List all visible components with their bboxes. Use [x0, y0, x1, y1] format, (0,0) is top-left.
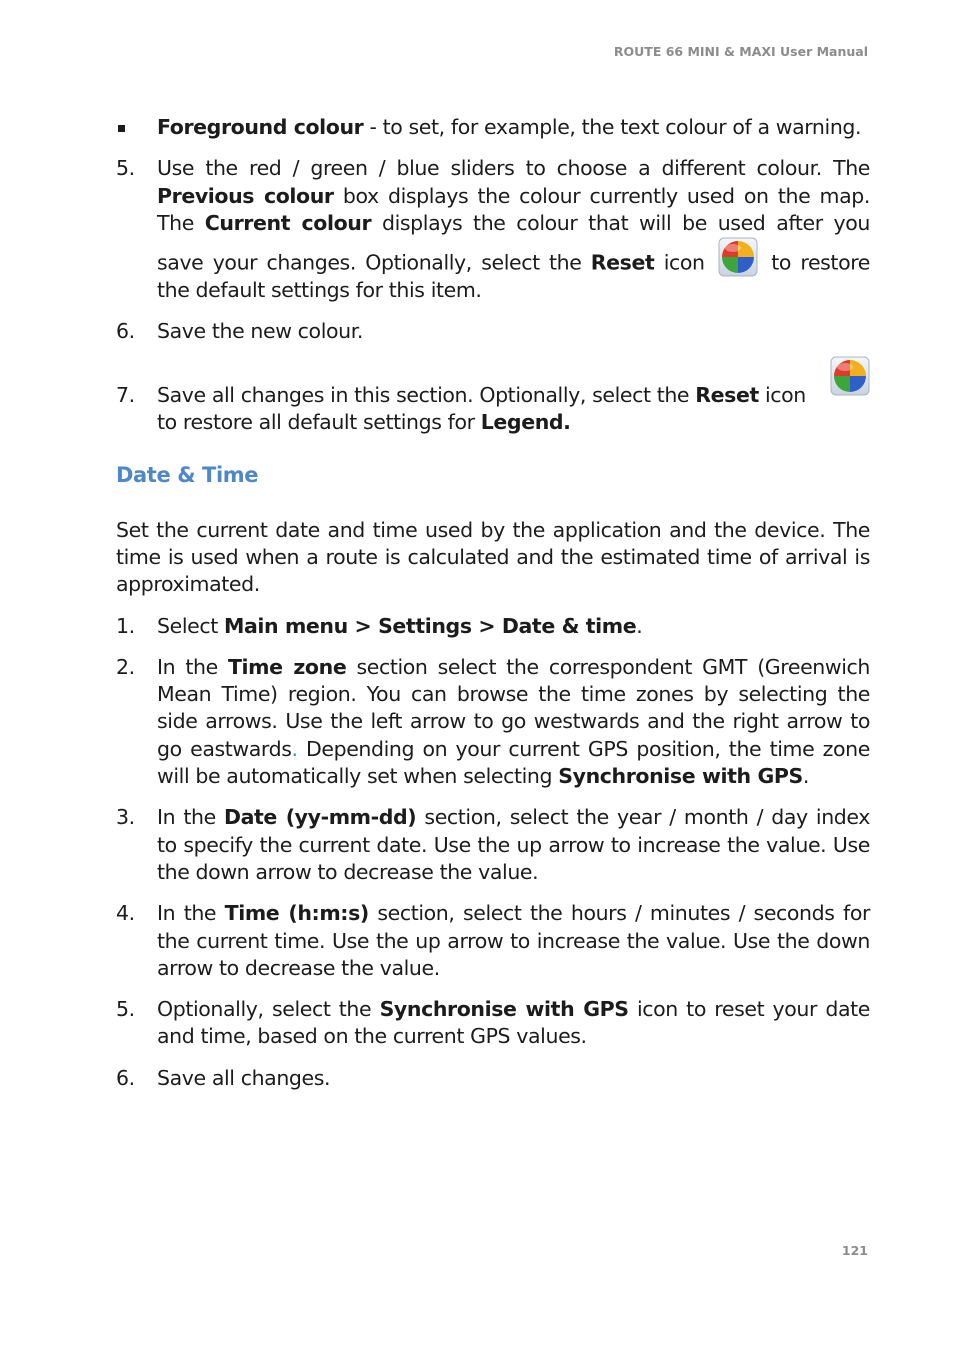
step-number: 6. — [116, 319, 135, 344]
step-number: 7. — [116, 382, 135, 407]
step-number: 3. — [116, 805, 135, 830]
reset-icon — [830, 356, 870, 396]
section-heading-date-time: Date & Time — [116, 463, 259, 488]
term-foreground-colour: Foreground colour — [157, 115, 364, 139]
list-item-step-7: 7. Save all changes in this section. Optionally, select the Reset icon to restore all default settings for Legend. — [116, 382, 870, 437]
step-number: 5. — [116, 156, 135, 181]
step-number: 2. — [116, 654, 135, 679]
page-number: 121 — [841, 1243, 868, 1258]
list-item-dt-step-3: 3. In the Date (yy-mm-dd) section, select the year / month / day index to specify the current date. Use the up arrow to increase the value. Use the down arrow to decrease the value. — [116, 805, 870, 884]
list-item-dt-step-1: 1. Select Main menu > Settings > Date & time. — [116, 613, 870, 640]
page-content — [116, 114, 870, 1092]
step-number: 5. — [116, 997, 135, 1022]
bullet-foreground-colour: Foreground colour - to set, for example, the text colour of a warning. — [116, 114, 870, 141]
step-number: 4. — [116, 901, 135, 926]
list-item-dt-step-2: 2. In the Time zone section select the correspondent GMT (Greenwich Mean Time) region. You can browse the time zones by selecting the side arrows. Use the left arrow to go westwards and the right arrow to go eastwards. Depending on your current GPS position, the time zone will be automatically set when selecting Synchronise with GPS. — [116, 654, 870, 789]
list-item-dt-step-6: 6. Save all changes. — [116, 1065, 870, 1092]
step-number: 1. — [116, 613, 135, 638]
list-item-step-5: 5. Use the red / green / blue sliders to choose a different colour. The Previous colour box displays the colour currently used on the map. The Current colour displays the colour that will be used after you save your changes. Optionally, select the Reset icon to restore the default settings for this item. — [116, 156, 871, 303]
square-bullet-icon — [118, 125, 125, 132]
step-number: 6. — [116, 1065, 135, 1090]
reset-icon — [718, 237, 758, 277]
list-item-dt-step-5: 5. Optionally, select the Synchronise with GPS icon to reset your date and time, based on the current GPS values. — [116, 997, 870, 1049]
list-item-dt-step-4: 4. In the Time (h:m:s) section, select the hours / minutes / seconds for the current time. Use the up arrow to increase the value. Use the down arrow to decrease the value. — [116, 901, 871, 980]
section-intro: Set the current date and time used by the application and the device. The time is used when a route is calculated and the estimated time of arrival is approximated. — [116, 517, 870, 597]
page-header: ROUTE 66 MINI & MAXI User Manual — [613, 44, 868, 59]
list-item-step-6: 6. Save the new colour. — [116, 318, 870, 345]
